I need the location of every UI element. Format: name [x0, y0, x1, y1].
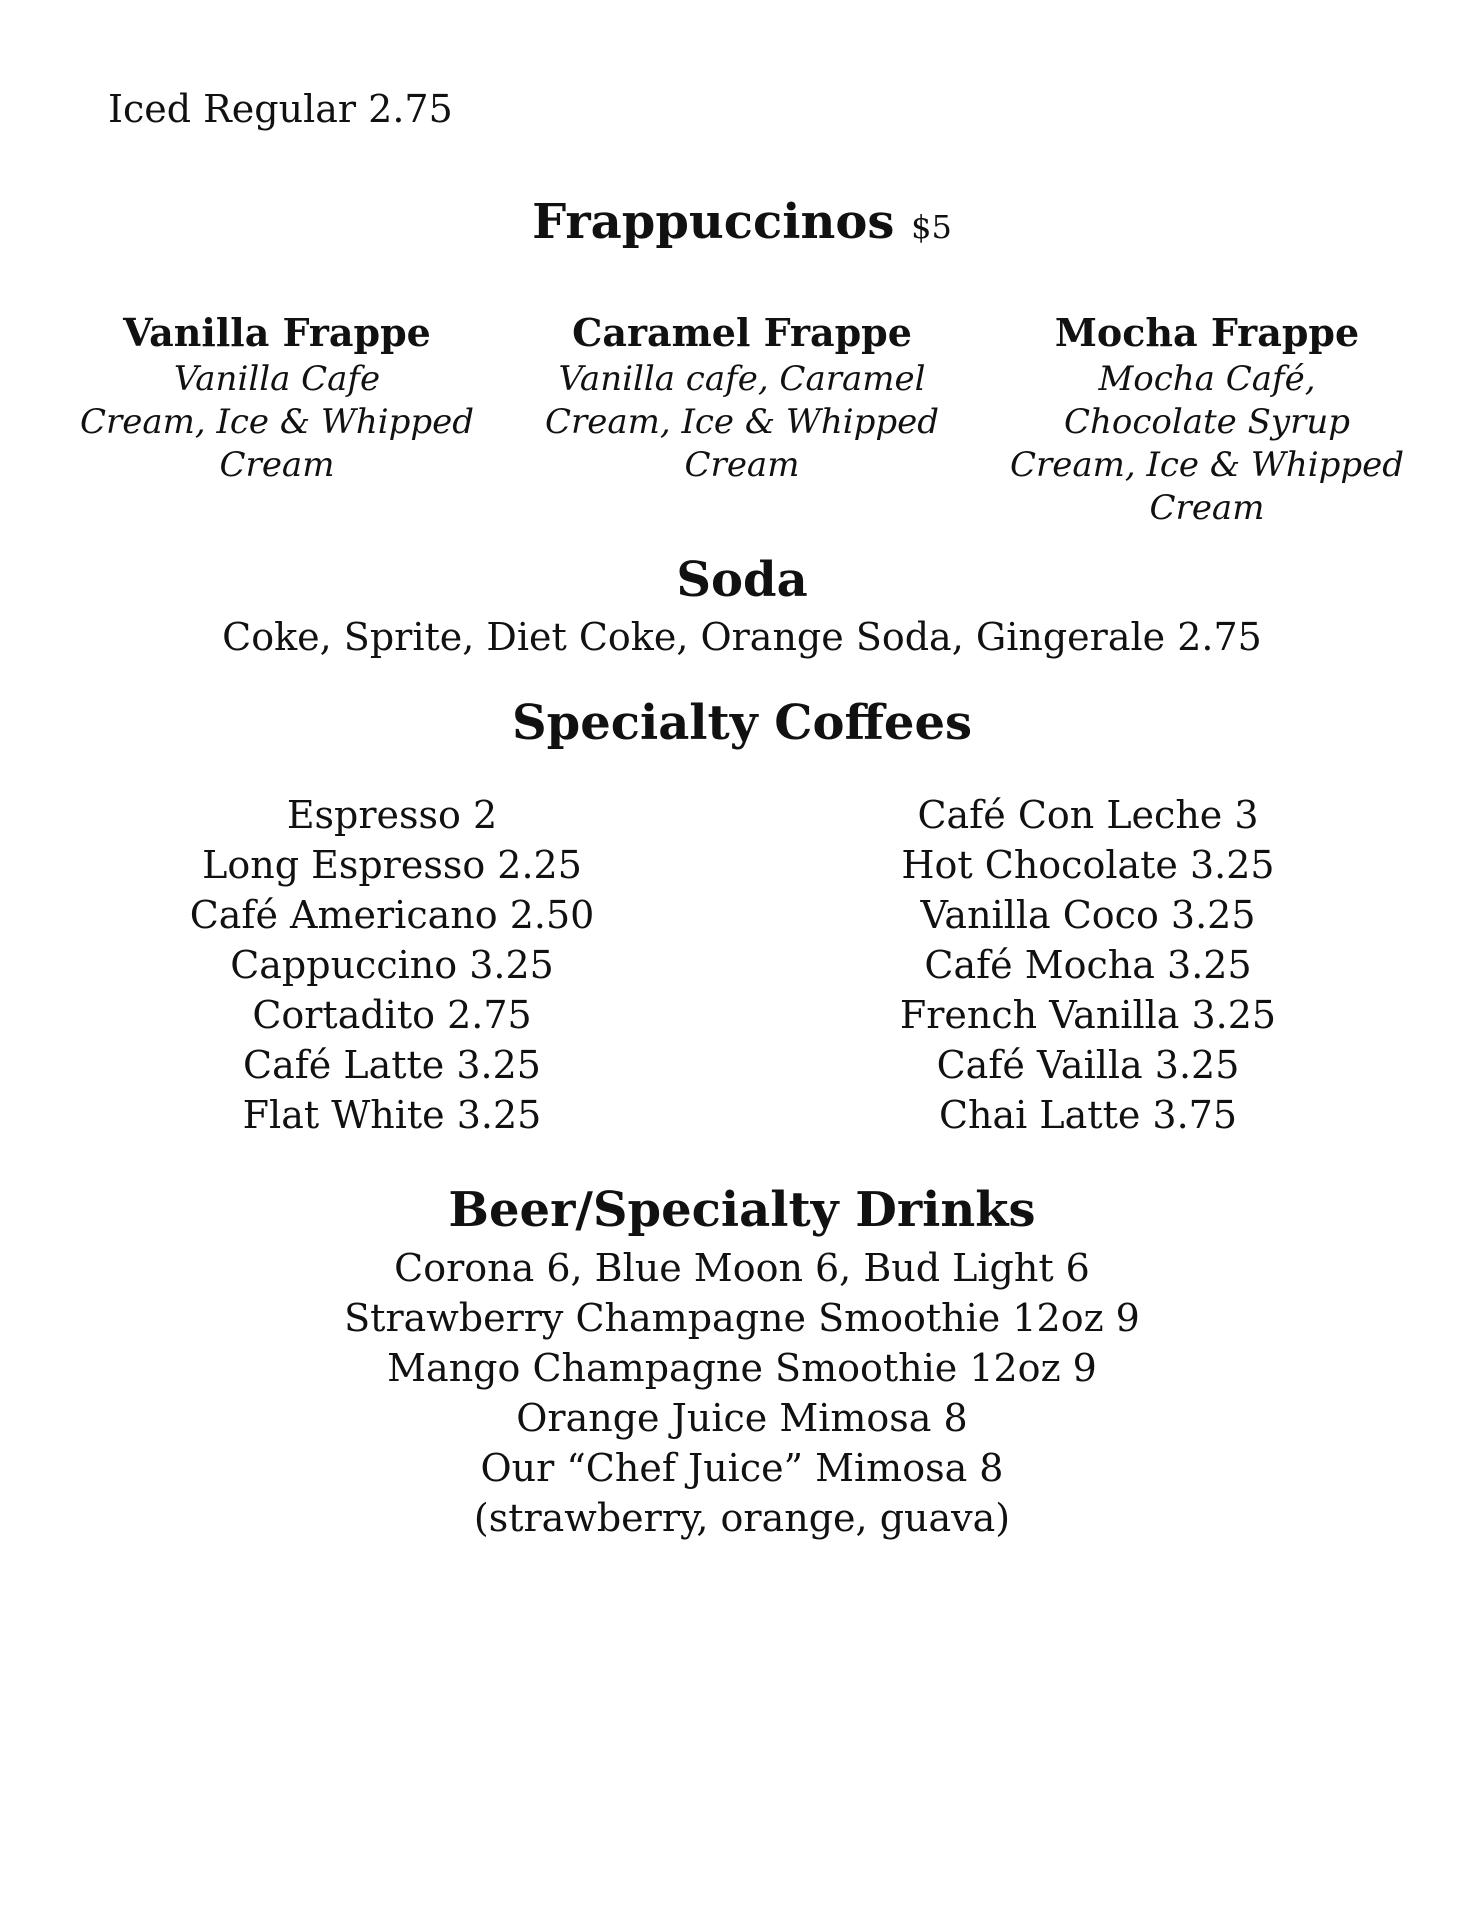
drink-line: Mango Champagne Smoothie 12oz 9 [387, 1346, 1097, 1390]
coffee-item: Chai Latte 3.75 [938, 1093, 1238, 1137]
coffee-item: Espresso 2 [286, 793, 498, 837]
soda-list: Coke, Sprite, Diet Coke, Orange Soda, Gingerale 2.75 [222, 615, 1262, 659]
frappe-description-line: Cream [219, 445, 335, 485]
coffee-item: Café Vailla 3.25 [936, 1043, 1240, 1087]
drink-line: (strawberry, orange, guava) [473, 1496, 1011, 1540]
coffee-item: Café Mocha 3.25 [924, 943, 1252, 987]
frappe-description-line: Cream, Ice & Whipped [1009, 445, 1405, 485]
coffee-item: French Vanilla 3.25 [899, 993, 1277, 1037]
specialty-coffees-heading: Specialty Coffees [511, 695, 973, 751]
coffee-list-left [112, 790, 672, 1140]
drink-line: Corona 6, Blue Moon 6, Bud Light 6 [394, 1246, 1090, 1290]
beer-specialty-list [0, 1243, 1484, 1543]
frappuccinos-title: Frappuccinos [532, 194, 895, 250]
coffee-item: Cappuccino 3.25 [230, 943, 554, 987]
frappe-description-line: Cream, Ice & Whipped [544, 402, 940, 442]
coffee-item: Hot Chocolate 3.25 [901, 843, 1275, 887]
drink-line: Orange Juice Mimosa 8 [516, 1396, 968, 1440]
coffee-item: Cortadito 2.75 [252, 993, 532, 1037]
frappe-name: Caramel Frappe [572, 310, 912, 355]
coffee-item: Café Americano 2.50 [189, 893, 595, 937]
frappuccinos-heading [0, 192, 1484, 257]
drink-line: Strawberry Champagne Smoothie 12oz 9 [344, 1296, 1140, 1340]
soda-heading: Soda [676, 552, 808, 608]
coffee-item: Café Con Leche 3 [917, 793, 1259, 837]
frappe-description-line: Vanilla Cafe [173, 359, 381, 399]
vanilla-frappe-item [77, 308, 477, 487]
caramel-frappe-item [542, 308, 942, 487]
frappe-description-line: Vanilla cafe, Caramel [558, 359, 926, 399]
frappe-name: Mocha Frappe [1054, 310, 1360, 355]
coffee-list-right [808, 790, 1368, 1140]
drink-line: Our “Chef Juice” Mimosa 8 [480, 1446, 1004, 1490]
iced-regular-item: Iced Regular 2.75 [108, 87, 453, 131]
frappe-description-line: Cream, Ice & Whipped [79, 402, 475, 442]
coffee-item: Vanilla Coco 3.25 [920, 893, 1256, 937]
frappe-name: Vanilla Frappe [123, 310, 431, 355]
frappe-description-line: Cream [684, 445, 800, 485]
coffee-item: Café Latte 3.25 [243, 1043, 541, 1087]
mocha-frappe-item [1007, 308, 1407, 530]
coffee-item: Flat White 3.25 [242, 1093, 542, 1137]
frappe-description-line: Chocolate Syrup [1063, 402, 1351, 442]
frappe-description-line: Mocha Café, [1098, 359, 1316, 399]
coffee-item: Long Espresso 2.25 [202, 843, 582, 887]
beer-specialty-heading: Beer/Specialty Drinks [448, 1182, 1036, 1238]
frappuccinos-price: $5 [911, 208, 952, 246]
frappe-description-line: Cream [1149, 488, 1265, 528]
